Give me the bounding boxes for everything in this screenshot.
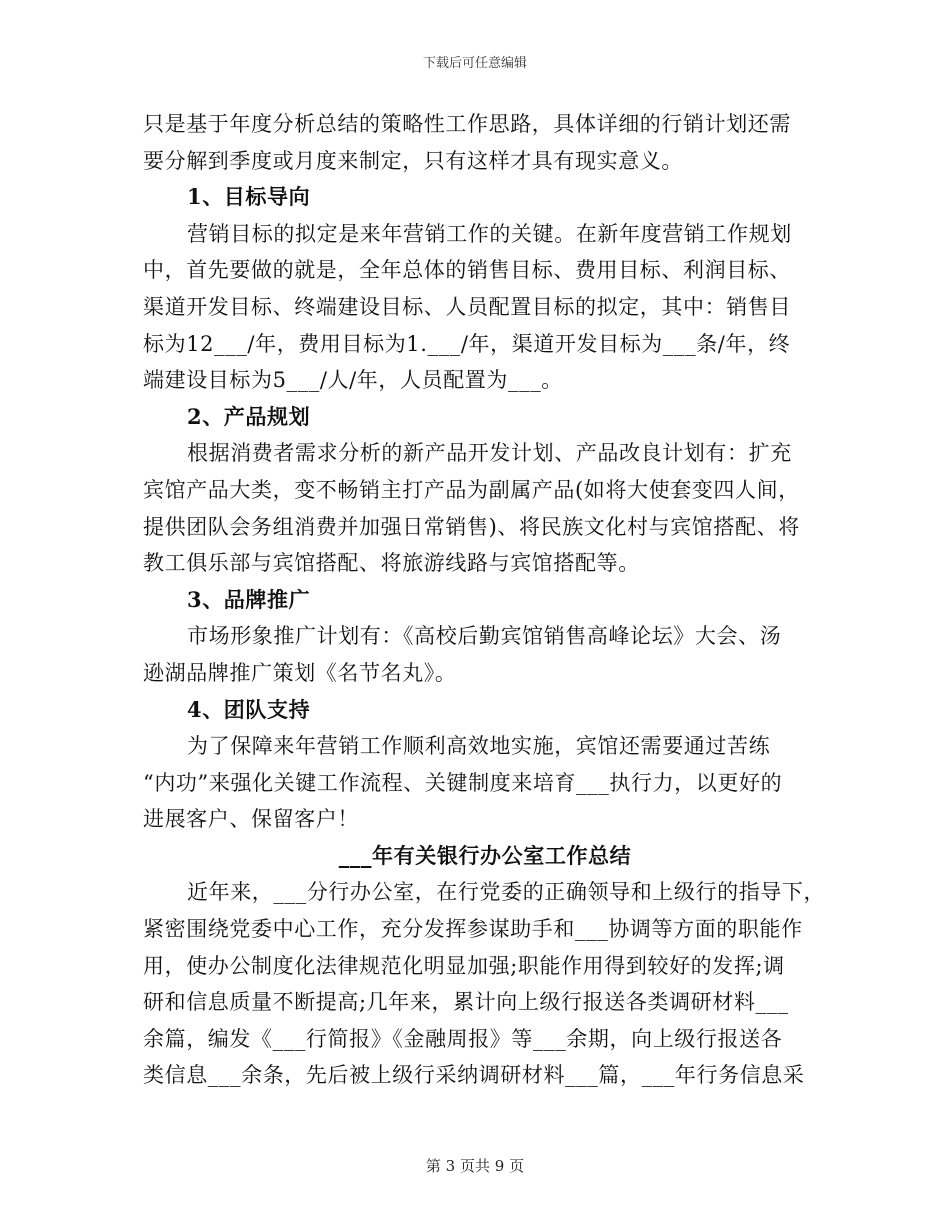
- paragraph-line: 要分解到季度或月度来制定，只有这样才具有现实意义。: [143, 148, 683, 173]
- paragraph-line: 渠道开发目标、终端建设目标、人员配置目标的拟定，其中：销售目: [143, 294, 791, 319]
- paragraph-line: 宾馆产品大类，变不畅销主打产品为副属产品(如将大使套变四人间，: [143, 477, 800, 502]
- paragraph-line: 市场形象推广计划有：《高校后勤宾馆销售高峰论坛》大会、汤: [187, 624, 782, 649]
- paragraph-line: 进展客户、保留客户！: [143, 807, 359, 832]
- document-title: ___年有关银行办公室工作总结: [338, 842, 632, 868]
- paragraph-line: 为了保障来年营销工作顺利高效地实施，宾馆还需要通过苦练: [187, 734, 771, 759]
- paragraph-line: 近年来，___分行办公室，在行党委的正确领导和上级行的指导下，: [187, 880, 826, 905]
- paragraph-line: 紧密围绕党委中心工作，充分发挥参谋助手和___协调等方面的职能作: [143, 917, 803, 942]
- section-heading-team: 4、团队支持: [187, 696, 311, 722]
- paragraph-line: 端建设目标为5___/人/年，人员配置为___。: [143, 368, 563, 393]
- paragraph-line: 营销目标的拟定是来年营销工作的关键。在新年度营销工作规划: [187, 221, 792, 246]
- paragraph-line: 用，使办公制度化法律规范化明显加强;职能作用得到较好的发挥;调: [143, 953, 785, 978]
- page-header: 下载后可任意编辑: [422, 56, 527, 71]
- paragraph-line: 教工俱乐部与宾馆搭配、将旅游线路与宾馆搭配等。: [143, 551, 640, 576]
- paragraph-line: 中，首先要做的就是，全年总体的销售目标、费用目标、利润目标、: [143, 258, 791, 283]
- page-number: 第 3 页共 9 页: [425, 1157, 525, 1175]
- paragraph-line: 提供团队会务组消费并加强日常销售)、将民族文化村与宾馆搭配、将: [143, 514, 800, 539]
- paragraph-line: 类信息___余条，先后被上级行采纳调研材料___篇，___年行务信息采: [143, 1063, 805, 1088]
- section-heading-brand: 3、品牌推广: [187, 586, 311, 612]
- document-body: [143, 106, 826, 1094]
- section-heading-goal: 1、目标导向: [187, 184, 311, 210]
- paragraph-line: 余篇，编发《___行简报》《金融周报》等___余期，向上级行报送各: [143, 1026, 783, 1051]
- section-heading-product: 2、产品规划: [187, 403, 311, 429]
- paragraph-line: 研和信息质量不断提高;几年来，累计向上级行报送各类调研材料___: [143, 990, 789, 1015]
- paragraph-line: 只是基于年度分析总结的策略性工作思路，具体详细的行销计划还需: [143, 112, 791, 136]
- paragraph-line: 逊湖品牌推广策划《名节名丸》。: [143, 660, 457, 685]
- paragraph-line: “内功”来强化关键工作流程、关键制度来培育___执行力，以更好的: [143, 770, 783, 795]
- paragraph-line: 标为12___/年，费用目标为1.___/年，渠道开发目标为___条/年，终: [143, 331, 791, 356]
- paragraph-line: 根据消费者需求分析的新产品开发计划、产品改良计划有：扩充: [187, 441, 792, 466]
